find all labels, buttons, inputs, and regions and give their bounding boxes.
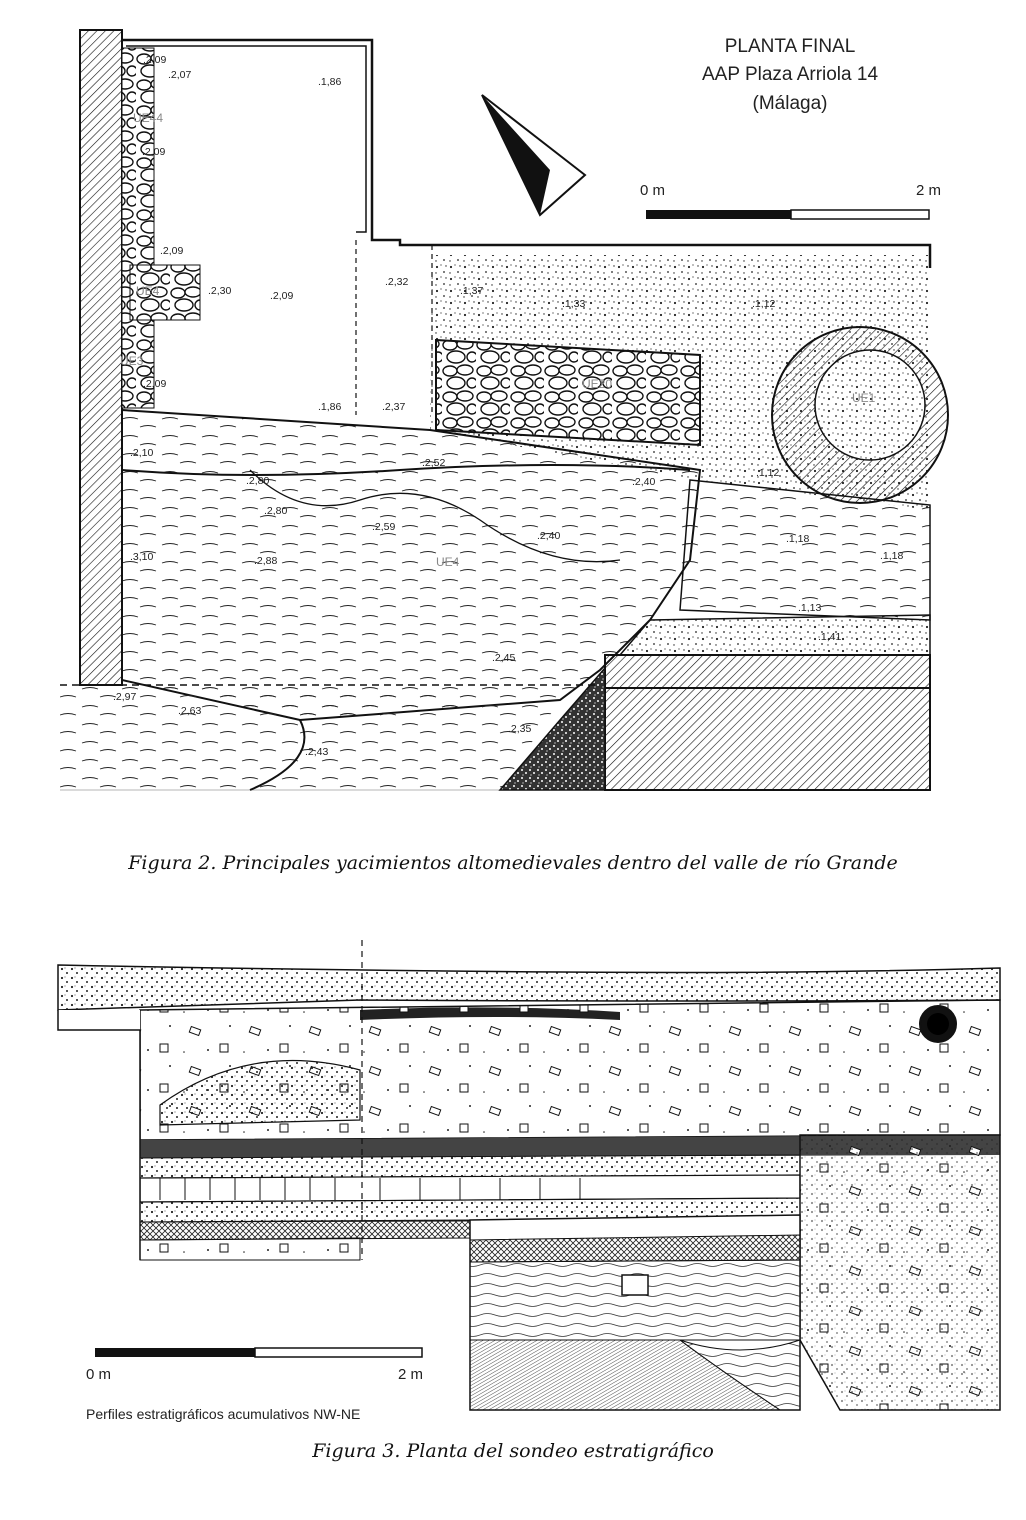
- unit-label: UE4: [436, 555, 460, 569]
- elevation-label: .2,40: [537, 530, 561, 542]
- elevation-label: .2,09: [142, 146, 166, 158]
- figure-3-stratigraphic-profile: [0, 940, 1026, 1520]
- elevation-label: .1,33: [562, 298, 586, 310]
- north-arrow: [482, 95, 585, 215]
- elevation-label: .2,30: [208, 285, 232, 297]
- unit-label: UE20: [582, 377, 613, 391]
- plan-site-name: AAP Plaza Arriola 14: [701, 64, 879, 85]
- elevation-label: .1,12: [752, 298, 776, 310]
- scale-end-label: 2 m: [916, 182, 942, 199]
- figure-3-caption: Figura 3. Planta del sondeo estratigráfico: [312, 1440, 714, 1462]
- elevation-label: .2,80: [264, 505, 288, 517]
- elevation-label: .1,37: [460, 285, 484, 297]
- elevation-label: .1,18: [880, 550, 904, 562]
- elevation-label: .2,10: [130, 447, 154, 459]
- elevation-label: .2,80: [246, 475, 270, 487]
- elevation-label: .2,88: [254, 555, 278, 567]
- elevation-label: .2,09: [143, 54, 167, 66]
- elevation-label: .2,52: [422, 457, 446, 469]
- elevation-label: .2,35: [508, 723, 532, 735]
- elevation-label: .2,40: [632, 476, 656, 488]
- elevation-label: .2,43: [305, 746, 329, 758]
- scale-start-label: 0 m: [640, 182, 666, 199]
- elevation-label: .1,86: [318, 76, 342, 88]
- ue1-well: [772, 327, 948, 503]
- elevation-label: .2,32: [385, 276, 409, 288]
- plan-city: (Málaga): [752, 93, 828, 114]
- unit-label: UE3: [120, 354, 144, 368]
- elevation-label: .2,45: [492, 652, 516, 664]
- elevation-label: .2,97: [113, 691, 137, 703]
- profile-subtitle: Perfiles estratigráficos acumulativos NW-NE: [86, 1406, 361, 1422]
- elevation-label: .1,41: [818, 631, 842, 643]
- elevation-label: .2,37: [382, 401, 406, 413]
- elevation-label: .1,13: [798, 602, 822, 614]
- unit-label: UE4: [136, 284, 160, 298]
- elevation-label: .2,09: [160, 245, 184, 257]
- figure2-scale-bar: [646, 210, 929, 219]
- elevation-label: .1,12: [756, 467, 780, 479]
- figure-2-caption: Figura 2. Principales yacimientos altomedievales dentro del valle de río Grande: [128, 852, 898, 874]
- elevation-label: .2,09: [270, 290, 294, 302]
- elevation-label: .1,86: [318, 401, 342, 413]
- figure3-scale-bar: [95, 1348, 422, 1357]
- elevation-label: .2,07: [168, 69, 192, 81]
- elevation-label: .2,09: [143, 378, 167, 390]
- lower-right-wall: [605, 655, 930, 790]
- profile-drawing: [0, 940, 1026, 1520]
- scale-end-label: 2 m: [398, 1366, 424, 1383]
- unit-label: UE44: [133, 111, 164, 125]
- elevation-label: .2,59: [372, 521, 396, 533]
- elevation-label: .1,18: [786, 533, 810, 545]
- left-wall-hatch: [80, 30, 122, 685]
- scale-start-label: 0 m: [86, 1366, 112, 1383]
- unit-label: UE1: [852, 391, 876, 405]
- ue20-stone-structure: [436, 340, 700, 445]
- elevation-label: .3,10: [130, 551, 154, 563]
- plan-title: PLANTA FINAL: [724, 36, 856, 57]
- elevation-label: .2,63: [178, 705, 202, 717]
